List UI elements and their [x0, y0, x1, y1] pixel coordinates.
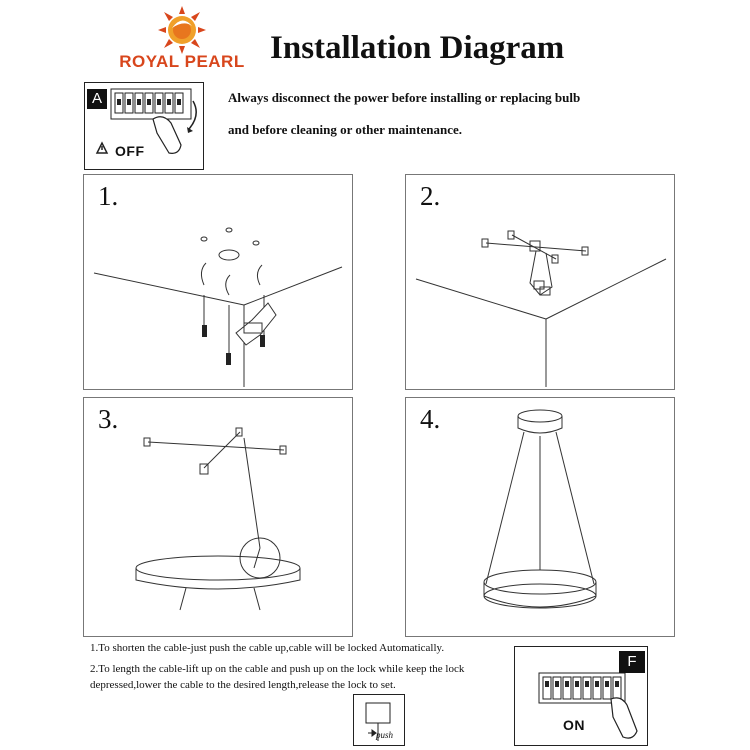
- note-line-3: depressed,lower the cable to the desired length,release the lock to set.: [90, 679, 396, 691]
- page-title: Installation Diagram: [270, 30, 565, 66]
- warning-line-2: and before cleaning or other maintenance.: [228, 122, 462, 137]
- breaker-letter-a: A: [87, 89, 107, 109]
- brand-name: ROYAL PEARL: [119, 52, 245, 71]
- breaker-on-label: ON: [563, 717, 585, 733]
- step-1-panel: [83, 174, 353, 390]
- ceiling-drill-illustration: [84, 175, 352, 389]
- bracket-mount-illustration: [406, 175, 674, 389]
- step-3-panel: [83, 397, 353, 637]
- breaker-off-panel: [84, 82, 204, 170]
- breaker-on-panel: [514, 646, 648, 746]
- step-3-number: 3.: [98, 404, 119, 434]
- step-2-panel: [405, 174, 675, 390]
- push-lock-diagram: [353, 694, 405, 746]
- brand-logo: [112, 6, 252, 78]
- step-2-number: 2.: [420, 181, 441, 211]
- step-4-number: 4.: [420, 404, 441, 434]
- breaker-off-label: OFF: [115, 143, 145, 159]
- step-4-panel: [405, 397, 675, 637]
- breaker-letter-f: F: [619, 651, 645, 673]
- step-1-number: 1.: [98, 181, 119, 211]
- finished-pendant-illustration: [406, 398, 674, 636]
- push-label: push: [376, 730, 394, 740]
- sun-logo-icon: [112, 6, 252, 54]
- cable-hanging-illustration: [84, 398, 352, 636]
- warning-line-1: Always disconnect the power before installing or replacing bulb: [228, 90, 581, 105]
- note-line-2: 2.To length the cable-lift up on the cable and push up on the lock while keep the lock: [90, 663, 465, 675]
- note-line-1: 1.To shorten the cable-just push the cable up,cable will be locked Automatically.: [90, 642, 445, 654]
